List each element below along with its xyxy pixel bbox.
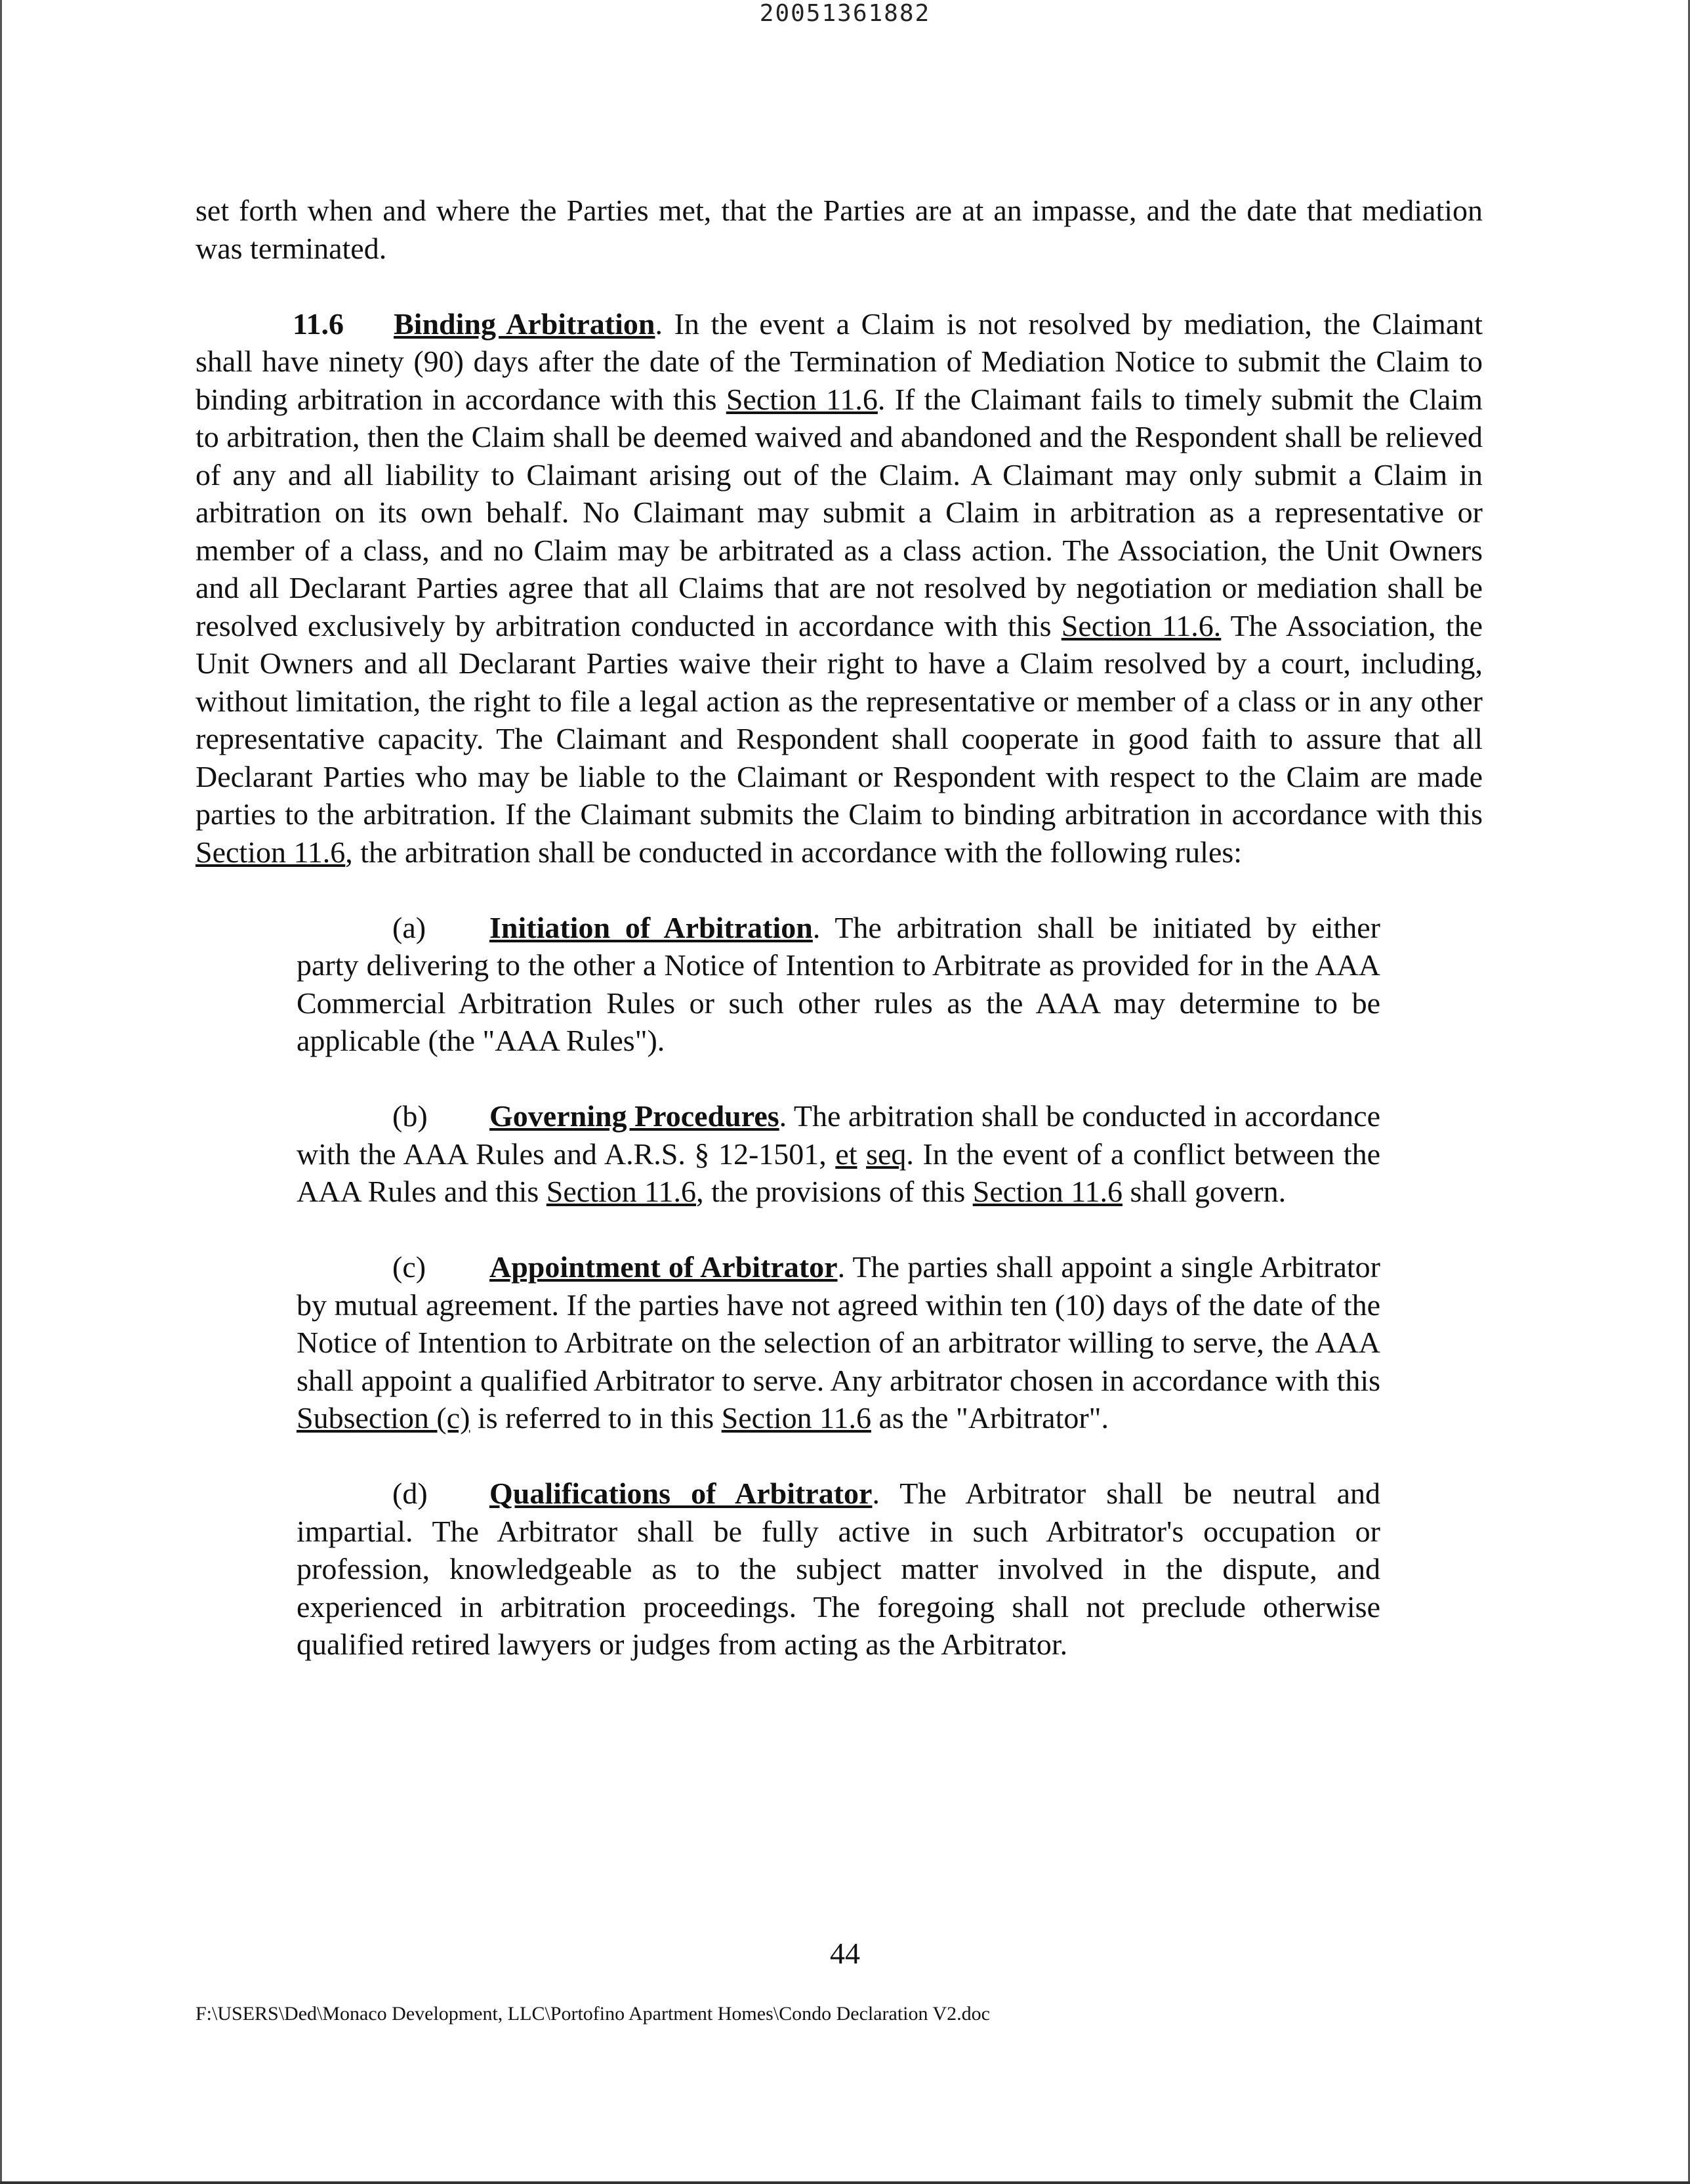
section-text-4: , the arbitration shall be conducted in accordance with the following rules: — [345, 835, 1243, 869]
section-11-6-paragraph — [196, 305, 1483, 872]
subsection-text: , the provisions of this — [696, 1175, 973, 1208]
section-reference: Subsection (c) — [297, 1401, 470, 1435]
section-text-1: . In the event a Claim is not resolved by mediation, the Claimant shall have ninety (90) days after the date of the Termination of Mediation Notice to submit the Claim to binding arbitration in accordance with this — [196, 306, 1483, 416]
subsection-text: . The parties shall appoint a single Arbitrator by mutual agreement. If the parties have not agreed within ten (10) days of the date of the Notice of Intention to Arbitrate on the selection of an arbitrator willing to serve, the AAA shall appoint a qualified Arbitrator to serve. Any arbitrator chosen in accordance with this — [297, 1250, 1380, 1397]
page-number: 44 — [830, 1937, 860, 1970]
subsection-text: . The Arbitrator shall be neutral and impartial. The Arbitrator shall be fully active in such Arbitrator's occupation or profession, knowledgeable as to the subject matter involved in the dispute, and experienced in arbitration proceedings. The foregoing shall not preclude otherwise qualified retired lawyers or judges from acting as the Arbitrator. — [297, 1477, 1380, 1661]
intro-paragraph: set forth when and where the Parties met, that the Parties are at an impasse, and the date that mediation was terminated. — [196, 194, 1483, 265]
section-reference: Section 11.6 — [546, 1175, 697, 1208]
section-reference: Section 11.6 — [721, 1401, 871, 1435]
scan-border-left — [0, 0, 2, 2184]
scan-border-bottom — [0, 2181, 1690, 2184]
section-title: Binding Arbitration — [394, 306, 655, 341]
subsection-text: shall govern. — [1123, 1175, 1287, 1208]
latin-term: et — [835, 1137, 857, 1171]
section-reference: Section 11.6 — [972, 1175, 1123, 1208]
section-reference: Section 11.6 — [196, 835, 346, 869]
section-number: 11.6 — [293, 306, 344, 341]
subsection-text: . The arbitration shall be conducted in accordance with the AAA Rules and A.R.S. § 12-1501, — [297, 1099, 1380, 1171]
subsection-b — [297, 1097, 1380, 1211]
subsection-text: is referred to in this — [470, 1401, 722, 1435]
section-reference: Section 11.6. — [1061, 608, 1222, 642]
document-body — [196, 192, 1483, 1664]
section-text-3: The Association, the Unit Owners and all Declarant Parties waive their right to have a Claim resolved by a court, including, without limitation, the right to file a legal action as the representative or member of a class or in any other representative capacity. The Claimant and Respondent shall cooperate in good faith to assure that all Declarant Parties who may be liable to the Claimant or Respondent with respect to the Claim are made parties to the arbitration. If the Claimant submits the Claim to binding arbitration in accordance with this — [196, 608, 1483, 831]
subsection-text — [857, 1137, 867, 1171]
subsection-text: . The arbitration shall be initiated by either party delivering to the other a Notice of Intention to Arbitrate as provided for in the AAA Commercial Arbitration Rules or such other rules as the AAA may determine to be applicable (the "AAA Rules"). — [297, 910, 1380, 1057]
document-id-header: 20051361882 — [759, 0, 931, 27]
subsection-title: Appointment of Arbitrator — [489, 1250, 838, 1284]
subsection-label: (b) — [392, 1099, 428, 1133]
subsection-title: Qualifications of Arbitrator — [489, 1477, 873, 1510]
subsection-label: (a) — [392, 910, 426, 944]
section-reference: Section 11.6 — [726, 382, 878, 416]
subsection-title: Initiation of Arbitration — [489, 910, 813, 944]
latin-term: seq — [866, 1137, 907, 1171]
subsection-c — [297, 1248, 1380, 1437]
section-text-2: . If the Claimant fails to timely submit the Claim to arbitration, then the Claim shall be deemed waived and abandoned and the Respondent shall be relieved of any and all liability to Claimant arising out of the Claim. A Claimant may only submit a Claim in arbitration on its own behalf. No Claimant may submit a Claim in arbitration as a representative or member of a class, and no Claim may be arbitrated as a class action. The Association, the Unit Owners and all Declarant Parties agree that all Claims that are not resolved by negotiation or mediation shall be resolved exclusively by arbitration conducted in accordance with this — [196, 382, 1483, 642]
subsection-label: (d) — [392, 1477, 428, 1510]
subsection-a — [297, 909, 1380, 1060]
subsection-text: as the "Arbitrator". — [871, 1401, 1109, 1435]
subsection-text: . In the event of a conflict between the AAA Rules and this — [297, 1137, 1381, 1208]
subsection-label: (c) — [392, 1250, 426, 1284]
subsection-d — [297, 1475, 1380, 1664]
file-path-footer: F:\USERS\Ded\Monaco Development, LLC\Portofino Apartment Homes\Condo Declaration V2.doc — [196, 2003, 990, 2025]
subsection-title: Governing Procedures — [489, 1099, 779, 1133]
